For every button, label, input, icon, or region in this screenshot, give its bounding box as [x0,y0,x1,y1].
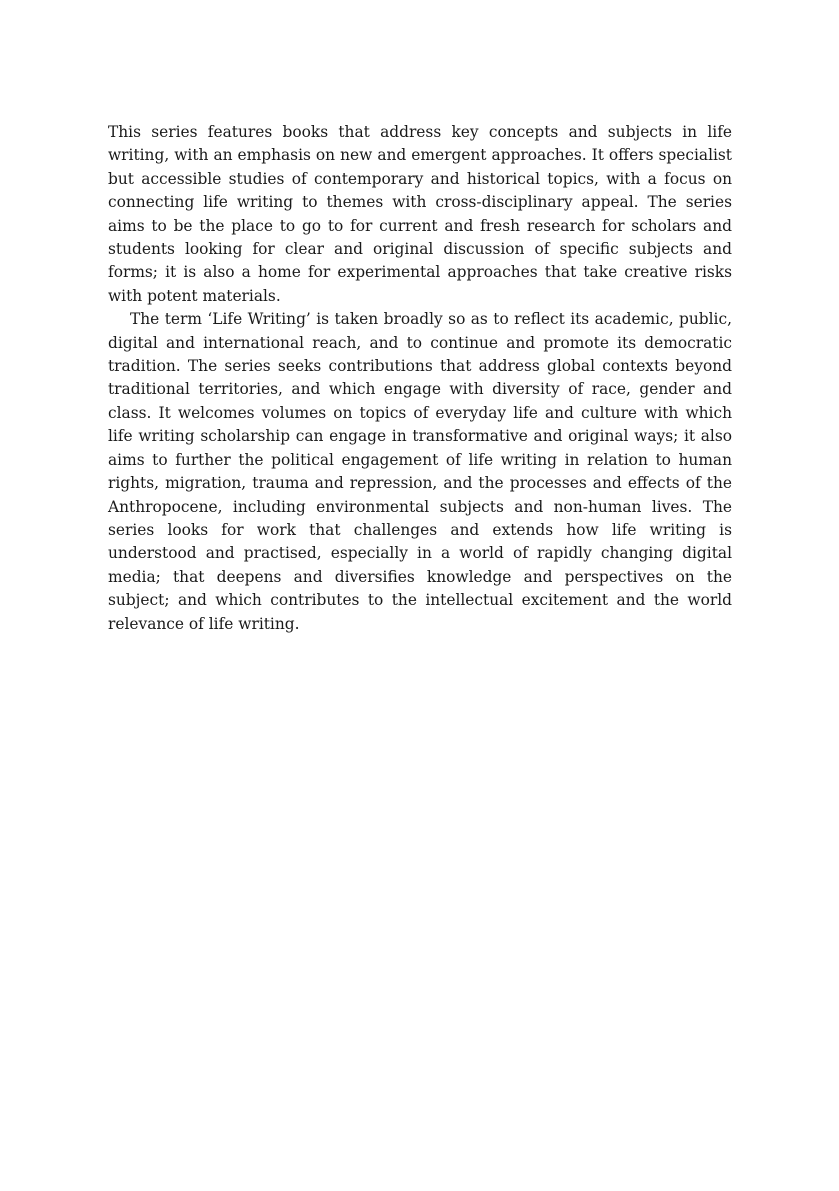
series-description [108,121,732,636]
paragraph-series-overview: This series features books that address key concepts and subjects in life writing, with an emphasis on new and emergent approaches. It offers specialist but accessible studies of contemporary and historical topics, with a focus on connecting life writing to themes with cross-disciplinary appeal. The series aims to be the place to go to for current and fresh research for scholars and students looking for clear and original discussion of specific subjects and forms; it is also a home for experimental approaches that take creative risks with potent materials. [108,123,732,305]
paragraph-life-writing-definition: The term ‘Life Writing’ is taken broadly so as to reflect its academic, public, digital and international reach, and to continue and promote its democratic tradition. The series seeks contributions that address global contexts beyond traditional territories, and which engage with diversity of race, gender and class. It welcomes volumes on topics of everyday life and culture with which life writing scholarship can engage in transformative and original ways; it also aims to further the political engagement of life writing in relation to human rights, migration, trauma and repression, and the processes and effects of the Anthropocene, including environmental subjects and non-human lives. The series looks for work that challenges and extends how life writing is understood and practised, especially in a world of rapidly changing digital media; that deepens and diversifies knowledge and perspectives on the subject; and which contributes to the intellectual excitement and the world relevance of life writing. [108,310,732,633]
